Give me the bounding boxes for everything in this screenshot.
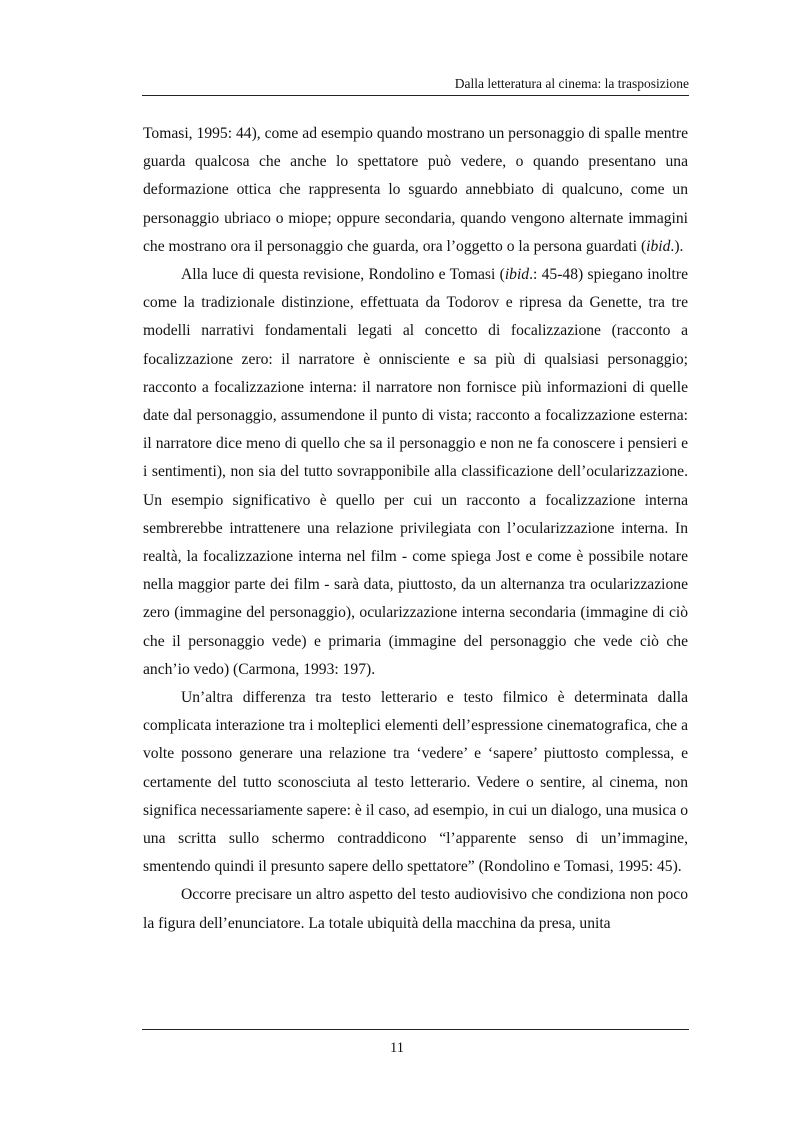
italic-citation: ibid (646, 237, 671, 255)
header-divider (142, 95, 689, 96)
paragraph-text: Occorre precisare un altro aspetto del testo audiovisivo che condiziona non poco la figura dell’enunciatore. La totale ubiquità della macchina da presa, unita (143, 886, 688, 932)
paragraph (143, 881, 688, 937)
body-text (143, 120, 688, 938)
paragraph (143, 684, 688, 881)
paragraph-text: Tomasi, 1995: 44), come ad esempio quando mostrano un personaggio di spalle mentre guarda qualcosa che anche lo spettatore può vedere, o quando presentano una deformazione ottica che rappresenta lo sguardo annebbiato di qualcuno, come un personaggio ubriaco o miope; oppure secondaria, quando vengono alternate immagini che mostrano ora il personaggio che guarda, ora l’oggetto o la persona guardati ( (143, 125, 688, 255)
paragraph-text: Alla luce di questa revisione, Rondolino e Tomasi ( (181, 266, 505, 284)
page-number: 11 (390, 1040, 404, 1056)
running-header: Dalla letteratura al cinema: la trasposizione (454, 76, 689, 91)
paragraph (143, 120, 688, 261)
paragraph-text: Un’altra differenza tra testo letterario e testo filmico è determinata dalla complicata interazione tra i molteplici elementi dell’espressione cinematografica, che a volte possono generare una relazione tra ‘vedere’ e ‘sapere’ piuttosto complessa, e certamente del tutto sconosciuta al testo letterario. Vedere o sentire, al cinema, non significa necessariamente sapere: è il caso, ad esempio, in cui un dialogo, una musica o una scritta sullo schermo contraddicono “l’apparente senso di un’immagine, smentendo quindi il presunto sapere dello spettatore” (Rondolino e Tomasi, 1995: 45). (143, 689, 688, 876)
footer-divider (142, 1029, 689, 1030)
paragraph (143, 261, 688, 684)
paragraph-text: .: 45-48) spiegano inoltre come la tradizionale distinzione, effettuata da Todorov e ripresa da Genette, tra tre modelli narrativi fondamentali legati al concetto di focalizzazione (racconto a focalizzazione zero: il narratore è onnisciente e sa più di qualsiasi personaggio; racconto a focalizzazione interna: il narratore non fornisce più informazioni di quelle date dal personaggio, assumendone il punto di vista; racconto a focalizzazione esterna: il narratore dice meno di quello che sa il personaggio e non ne fa conoscere i pensieri e i sentimenti), non sia del tutto sovrapponibile alla classificazione dell’ocularizzazione. Un esempio significativo è quello per cui un racconto a focalizzazione interna sembrerebbe intrattenere una relazione privilegiata con l’ocularizzazione interna. In realtà, la focalizzazione interna nel film - come spiega Jost e come è possibile notare nella maggior parte dei film - sarà data, piuttosto, da un alternanza tra ocularizzazione zero (immagine del personaggio), ocularizzazione interna secondaria (immagine di ciò che il personaggio vede) e primaria (immagine del personaggio che vede ciò che anch’io vedo) (Carmona, 1993: 197). (143, 266, 688, 678)
paragraph-text: .). (670, 237, 684, 255)
italic-citation: ibid (504, 266, 530, 284)
